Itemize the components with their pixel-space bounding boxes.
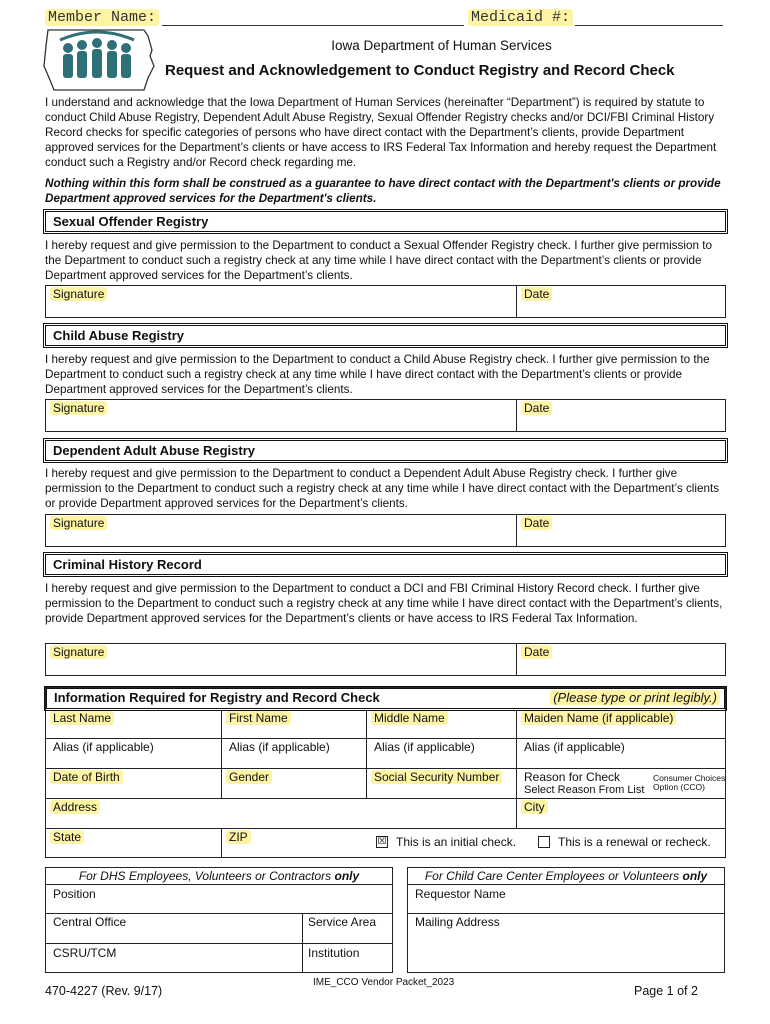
date-of-birth-field[interactable]: Date of Birth <box>50 770 123 784</box>
section-heading-dependent-adult: Dependent Adult Abuse Registry <box>45 440 726 461</box>
child-care-box <box>407 867 725 973</box>
signature-row-child-abuse <box>45 399 726 432</box>
central-office-field[interactable]: Central Office <box>53 915 127 929</box>
date-label: Date <box>521 645 552 659</box>
reason-select-value-2[interactable]: Option (CCO) <box>653 782 705 792</box>
renewal-check-checkbox[interactable] <box>538 836 550 848</box>
ssn-field[interactable]: Social Security Number <box>371 770 502 784</box>
signature-label: Signature <box>50 516 107 530</box>
page-number: Page 1 of 2 <box>634 984 698 998</box>
section-text-criminal-history: I hereby request and give permission to the Department to conduct a DCI and FBI Criminal History Record check. I further give permission to the Department to conduct such a registry check at any time while I have direct contact with the Department’s clients, provide Department approved services for the Department’s clients or have access to IRS Federal Tax Information. <box>45 582 723 625</box>
info-heading-bar <box>46 688 725 709</box>
state-field[interactable]: State <box>50 830 84 844</box>
packet-name: IME_CCO Vendor Packet_2023 <box>313 977 455 988</box>
signature-label: Signature <box>50 645 107 659</box>
reason-select-value[interactable]: Consumer Choices <box>653 773 726 783</box>
alias-field-2[interactable]: Alias (if applicable) <box>229 740 330 754</box>
dhs-box-heading: For DHS Employees, Volunteers or Contractors only <box>46 868 392 885</box>
signature-row-criminal-history <box>45 643 726 676</box>
mailing-address-field[interactable]: Mailing Address <box>415 915 500 929</box>
alias-field-3[interactable]: Alias (if applicable) <box>374 740 475 754</box>
first-name-field[interactable]: First Name <box>226 711 291 725</box>
member-name-label: Member Name: <box>45 9 159 26</box>
section-heading-criminal-history: Criminal History Record <box>45 554 726 575</box>
signature-label: Signature <box>50 287 107 301</box>
city-field[interactable]: City <box>521 800 548 814</box>
position-field[interactable]: Position <box>53 887 96 901</box>
section-text-sexual-offender: I hereby request and give permission to the Department to conduct a Sexual Offender Registry check. I further give permission to the Department to conduct such a registry check at any time while I have direct contact with the Department’s clients or provide Department approved services for the Department’s clients. <box>45 239 712 282</box>
dhs-employee-box <box>45 867 393 973</box>
iowa-dhs-logo <box>40 26 160 94</box>
address-field[interactable]: Address <box>50 800 100 814</box>
member-name-input[interactable] <box>162 25 464 26</box>
section-heading-sexual-offender: Sexual Offender Registry <box>45 211 726 232</box>
date-label: Date <box>521 516 552 530</box>
medicaid-input[interactable] <box>575 25 723 26</box>
zip-field[interactable]: ZIP <box>226 830 251 844</box>
child-care-box-heading: For Child Care Center Employees or Volunteers only <box>408 868 724 885</box>
requestor-name-field[interactable]: Requestor Name <box>415 887 506 901</box>
last-name-field[interactable]: Last Name <box>50 711 114 725</box>
disclaimer: Nothing within this form shall be construed as a guarantee to have direct contact with the Department's clients or provide Department approved services for the Department's clients. <box>45 177 721 205</box>
institution-field[interactable]: Institution <box>308 946 360 960</box>
gender-field[interactable]: Gender <box>226 770 272 784</box>
form-title: Request and Acknowledgement to Conduct Registry and Record Check <box>165 62 675 79</box>
initial-check-checkbox[interactable]: ☒ <box>377 836 387 847</box>
info-heading: Information Required for Registry and Record Check <box>54 690 380 705</box>
reason-sub-label: Select Reason From List <box>524 784 645 796</box>
date-label: Date <box>521 401 552 415</box>
section-heading-child-abuse: Child Abuse Registry <box>45 325 726 346</box>
csru-tcm-field[interactable]: CSRU/TCM <box>53 946 117 960</box>
signature-label: Signature <box>50 401 107 415</box>
form-number: 470-4227 (Rev. 9/17) <box>45 984 163 998</box>
info-note: (Please type or print legibly.) <box>550 690 720 705</box>
alias-field-1[interactable]: Alias (if applicable) <box>53 740 154 754</box>
info-table <box>45 687 726 858</box>
intro-paragraph: I understand and acknowledge that the Iowa Department of Human Services (hereinafter “Department”) is required by statute to conduct Child Abuse Registry, Dependent Adult Abuse Registry, Sexual Offender Registry checks and/or DCI/FBI Criminal History Record checks for specific categories of persons who have direct contact with the Department’s clients, provide Department approved services for the Department’s clients or have access to IRS Federal Tax Information and hereby request the Department conduct such a Registry and/or Record check regarding me. <box>45 96 717 169</box>
reason-label: Reason for Check <box>524 770 621 784</box>
department-name: Iowa Department of Human Services <box>331 38 552 53</box>
initial-check-label: This is an initial check. <box>396 835 517 849</box>
date-label: Date <box>521 287 552 301</box>
signature-row-sexual-offender <box>45 285 726 318</box>
middle-name-field[interactable]: Middle Name <box>371 711 448 725</box>
medicaid-label: Medicaid #: <box>468 9 573 26</box>
maiden-name-field[interactable]: Maiden Name (if applicable) <box>521 711 676 725</box>
section-text-child-abuse: I hereby request and give permission to the Department to conduct a Child Abuse Registry check. I further give permission to the Department to conduct such a registry check at any time while I have direct contact with the Department’s clients or provide Department approved services for the Department’s clients. <box>45 353 710 396</box>
section-text-dependent-adult: I hereby request and give permission to the Department to conduct a Dependent Adult Abuse Registry check. I further give permission to the Department to conduct such a registry check at any time while I have direct contact with the Department’s clients or provide Department approved services for the Department’s clients. <box>45 467 720 510</box>
signature-row-dependent-adult <box>45 514 726 547</box>
renewal-check-label: This is a renewal or recheck. <box>558 835 711 849</box>
service-area-field[interactable]: Service Area <box>308 915 377 929</box>
alias-field-4[interactable]: Alias (if applicable) <box>524 740 625 754</box>
